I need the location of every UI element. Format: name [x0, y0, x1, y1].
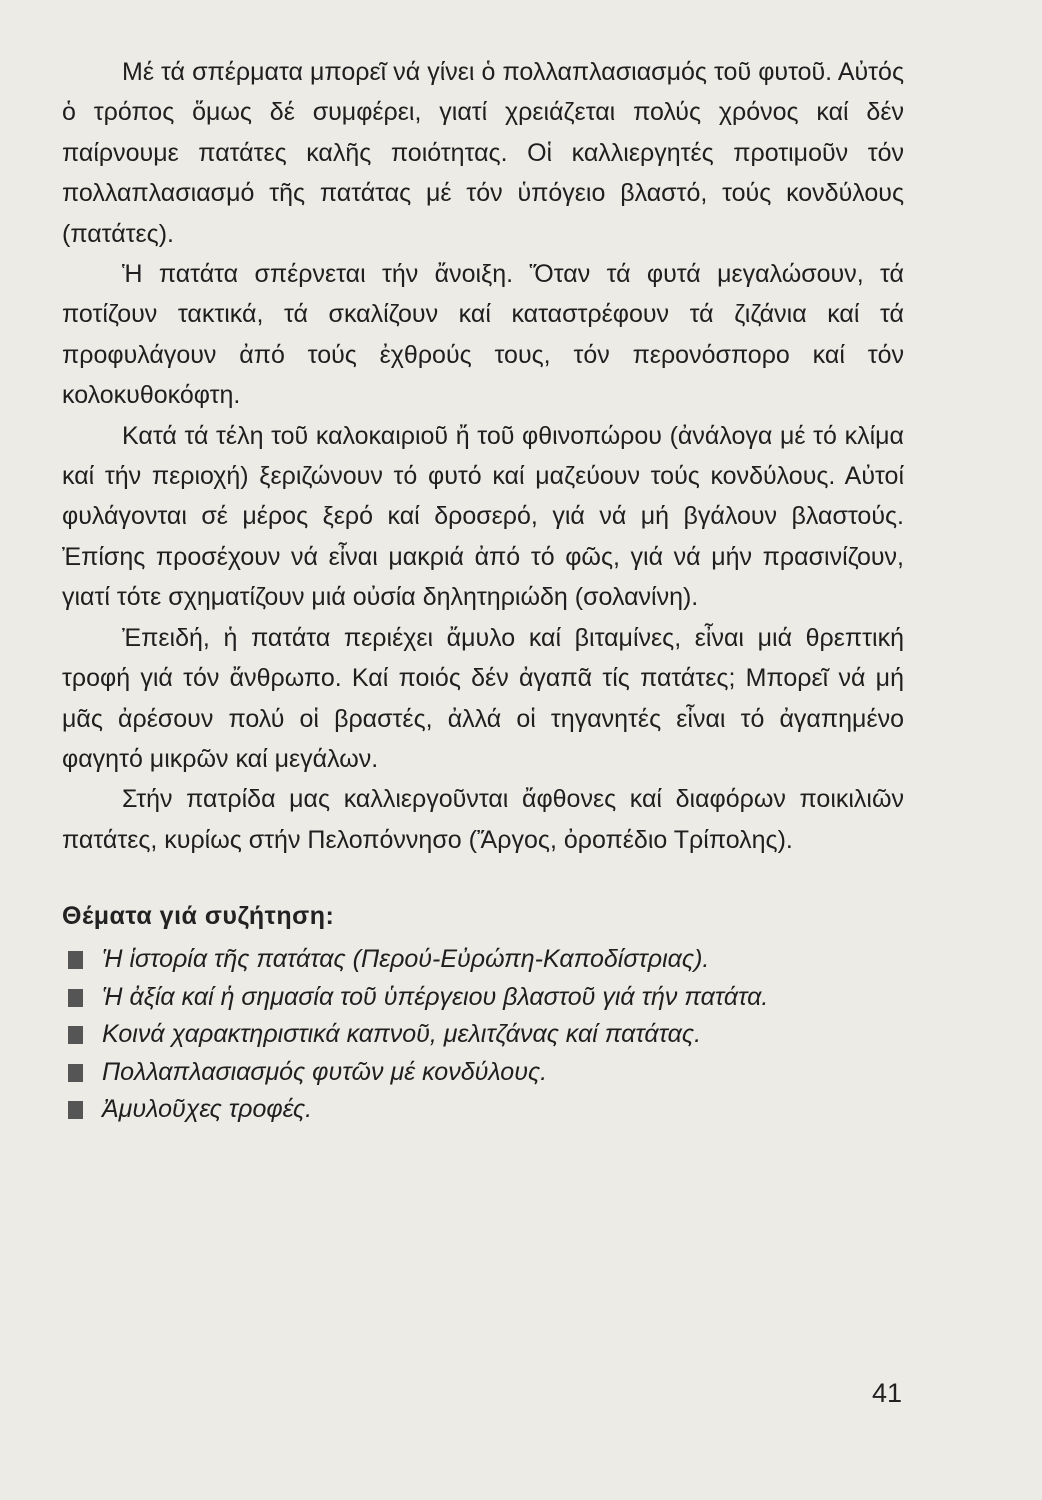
list-item: [62, 941, 922, 979]
paragraph: Ἡ πατάτα σπέρνεται τήν ἄνοιξη. Ὅταν τά φυτά μεγαλώσουν, τά ποτίζουν τακτικά, τά σκαλίζουν καί καταστρέφουν τά ζιζάνια καί τά προφυλάγουν ἀπό τούς ἐχθρούς τους, τόν περονόσπορο καί τόν κολοκυθοκόφτη.: [62, 260, 904, 410]
list-item: [62, 1016, 922, 1054]
list-item-text: Ἡ ἱστορία τῆς πατάτας (Περού-Εὐρώπη-Καποδίστριας).: [102, 945, 710, 973]
square-bullet-icon: [68, 1101, 83, 1119]
paragraph: Μέ τά σπέρματα μπορεῖ νά γίνει ὁ πολλαπλασιασμός τοῦ φυτοῦ. Αὐτός ὁ τρόπος ὅμως δέ συμφέρει, γιατί χρειάζεται πολύς χρόνος καί δέν παίρνουμε πατάτες καλῆς ποιότητας. Οἱ καλλιεργητές προτιμοῦν τόν πολλαπλασιασμό τῆς πατάτας μέ τόν ὑπόγειο βλαστό, τούς κονδύλους (πατάτες).: [62, 58, 904, 248]
square-bullet-icon: [68, 1026, 83, 1044]
list-item: [62, 1054, 922, 1092]
discussion-list: [62, 941, 922, 1129]
list-item-text: Ἡ ἀξία καί ἡ σημασία τοῦ ὑπέργειου βλαστοῦ γιά τήν πατάτα.: [102, 982, 769, 1011]
paragraph: Κατά τά τέλη τοῦ καλοκαιριοῦ ἤ τοῦ φθινοπώρου (ἀνάλογα μέ τό κλίμα καί τήν περιοχή) ξεριζώνουν τό φυτό καί μαζεύουν τούς κονδύλους. Αὐτοί φυλάγονται σέ μέρος ξερό καί δροσερό, γιά νά μή βγάλουν βλαστούς. Ἐπίσης προσέχουν νά εἶναι μακριά ἀπό τό φῶς, γιά νά μήν πρασινίζουν, γιατί τότε σχηματίζουν μιά οὐσία δηλητηριώδη (σολανίνη).: [62, 421, 904, 612]
body-text: [62, 52, 904, 860]
paragraph: Στήν πατρίδα μας καλλιεργοῦνται ἄφθονες καί διαφόρων ποικιλιῶν πατάτες, κυρίως στήν Πελοπόννησο (Ἄργος, ὀροπέδιο Τρίπολης).: [62, 785, 904, 854]
square-bullet-icon: [68, 951, 83, 969]
square-bullet-icon: [68, 989, 83, 1007]
page-number: 41: [871, 1378, 902, 1408]
list-item-text: Κοινά χαρακτηριστικά καπνοῦ, μελιτζάνας καί πατάτας.: [102, 1020, 702, 1048]
square-bullet-icon: [68, 1064, 83, 1082]
discussion-topics: [62, 902, 922, 1129]
list-item: [62, 1091, 922, 1129]
list-item-text: Ἀμυλοῦχες τροφές.: [102, 1095, 313, 1123]
paragraph: Ἐπειδή, ἡ πατάτα περιέχει ἄμυλο καί βιταμίνες, εἶναι μιά θρεπτική τροφή γιά τόν ἄνθρωπο. Καί ποιός δέν ἀγαπᾶ τίς πατάτες; Μπορεῖ νά μή μᾶς ἀρέσουν πολύ οἱ βραστές, ἀλλά οἱ τηγανητές εἶναι τό ἀγαπημένο φαγητό μικρῶν καί μεγάλων.: [62, 623, 904, 773]
list-item-text: Πολλαπλασιασμός φυτῶν μέ κονδύλους.: [102, 1057, 548, 1086]
discussion-heading: Θέματα γιά συζήτηση:: [62, 902, 335, 930]
list-item: [62, 979, 922, 1017]
